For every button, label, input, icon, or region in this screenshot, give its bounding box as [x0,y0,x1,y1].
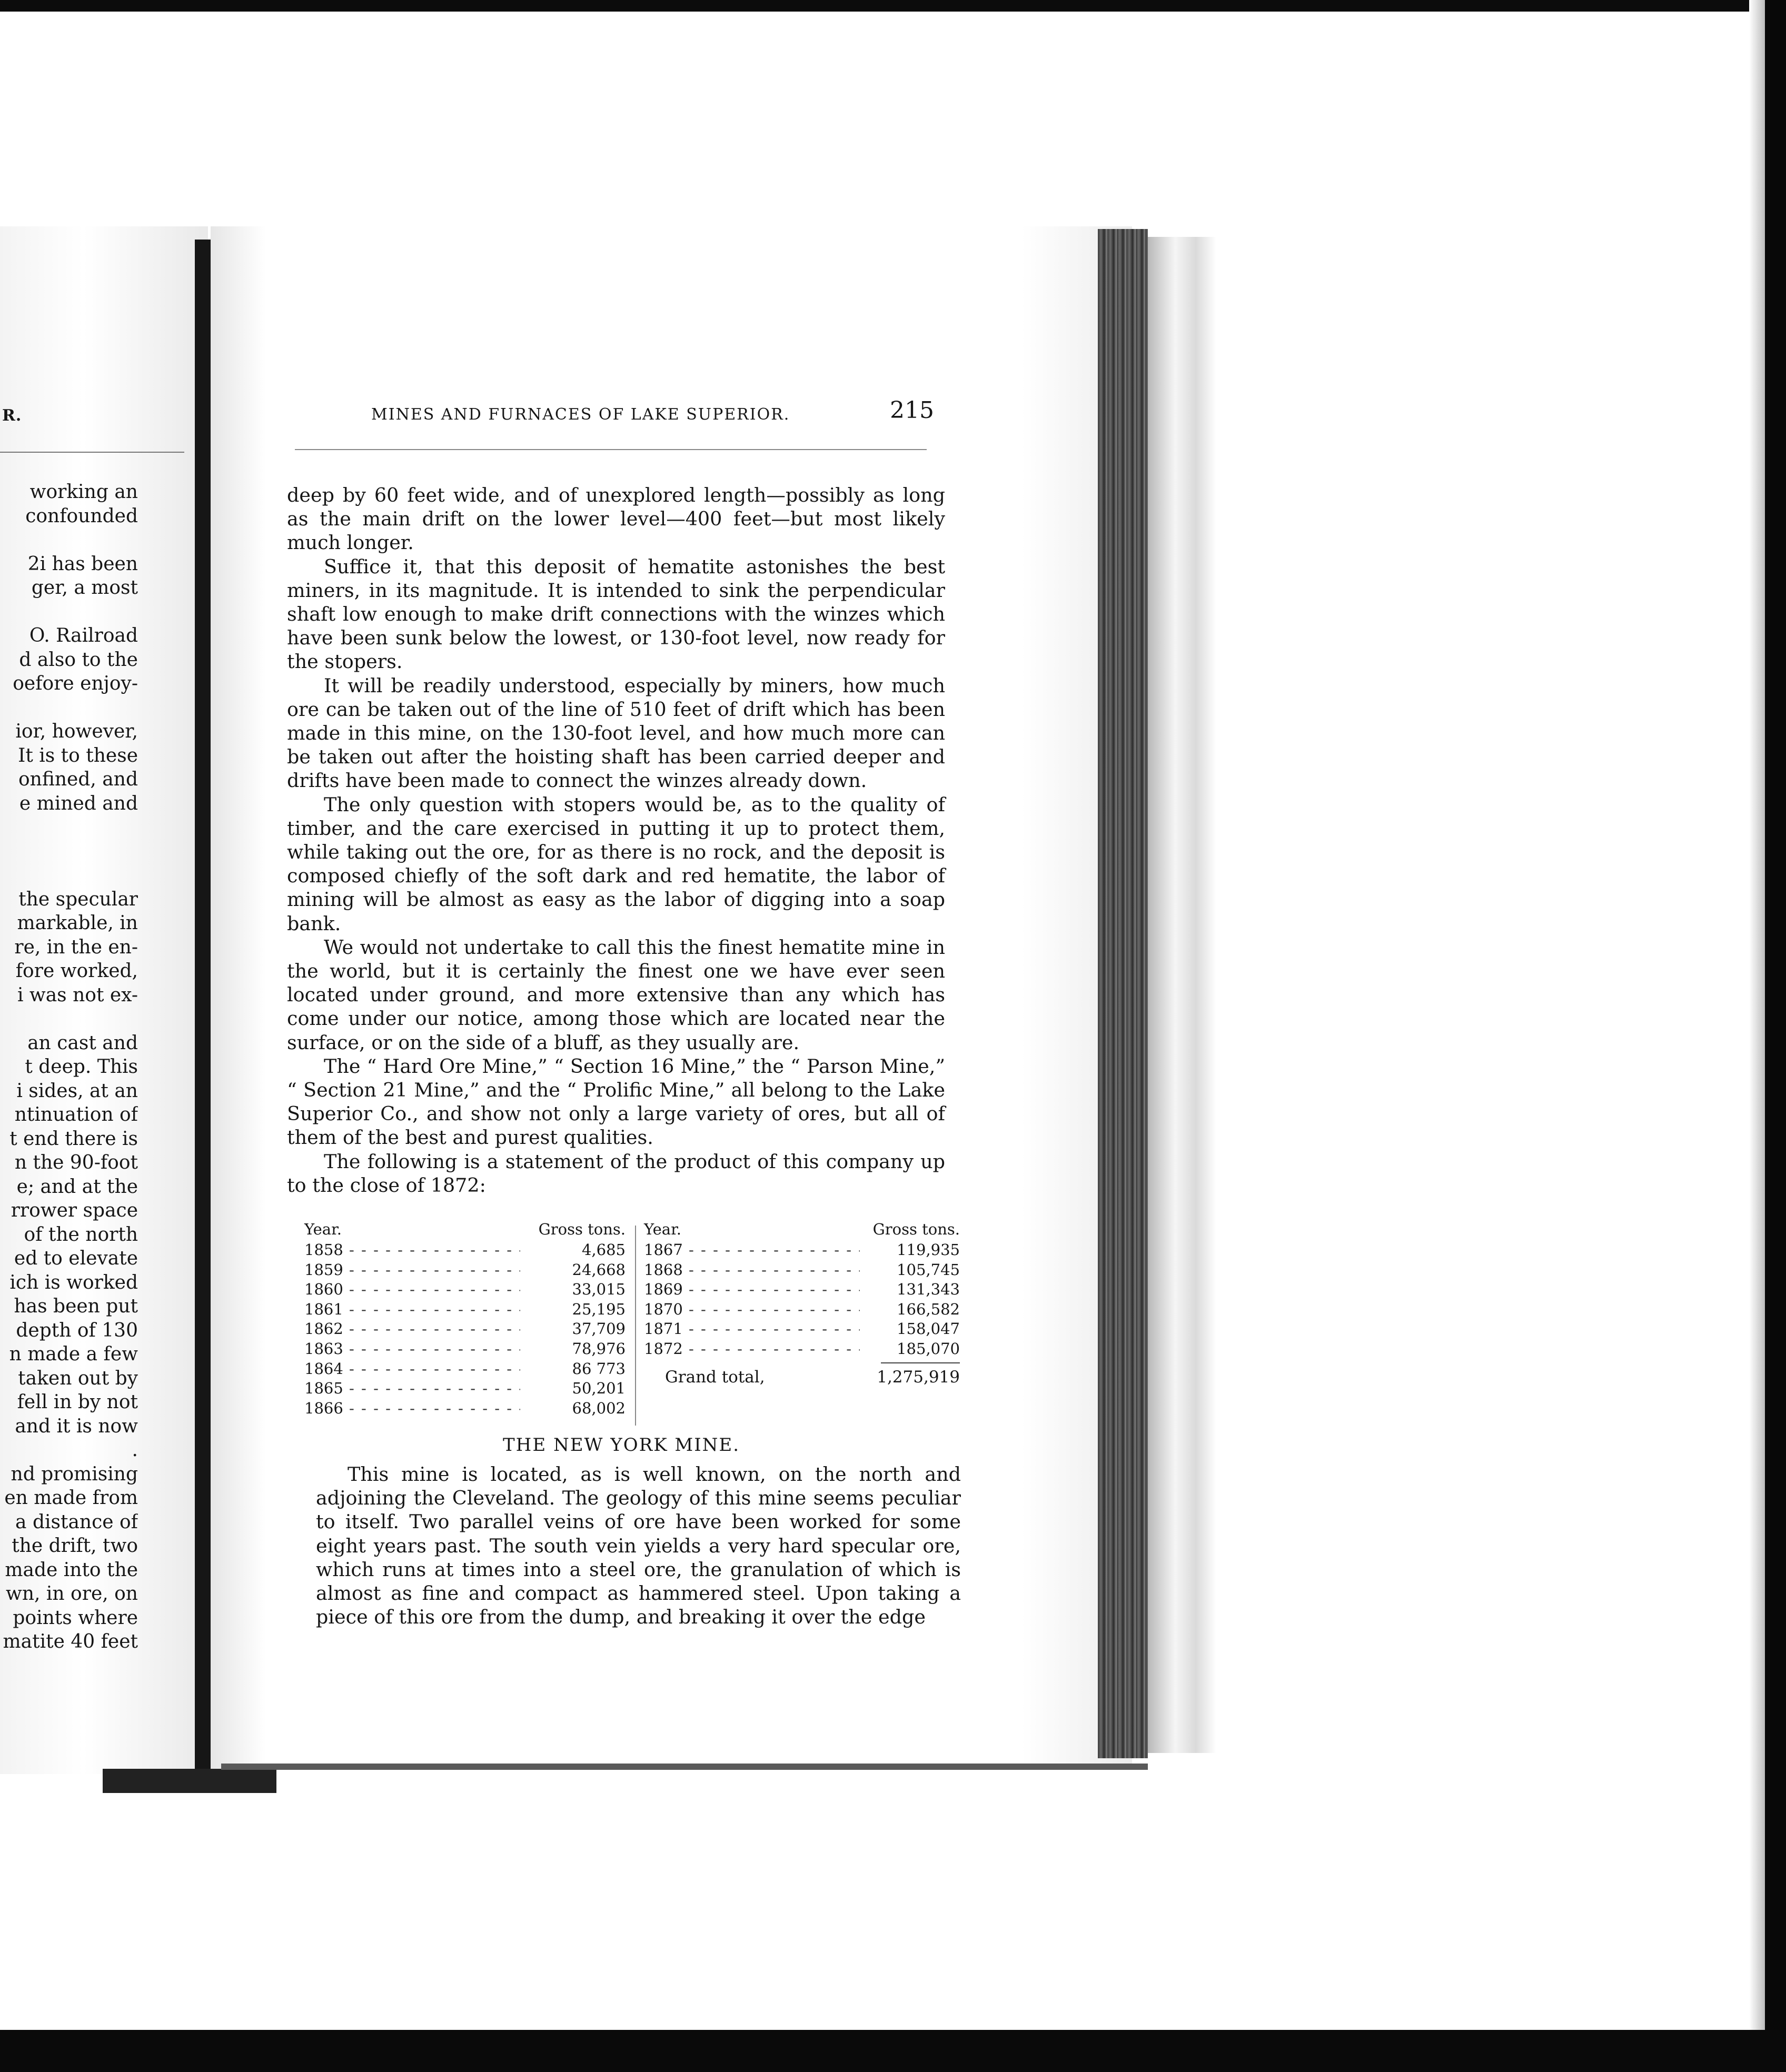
paragraph: The “ Hard Ore Mine,” “ Section 16 Mine,” the “ Parson Mine,” “ Section 21 Mine,” and the “ Prolific Mine,” all belong to the Lake Superior Co., and show not only a large variety of ores, but all of them of the best and purest qualities. [287,1054,945,1149]
page-bottom-edge [221,1764,1148,1770]
table-row: 1871 - - - 158,047 [644,1319,960,1339]
left-line: oefore enjoy- [13,673,138,694]
table-divider [635,1226,636,1426]
table-row: 1869 - - - 131,343 [644,1280,960,1300]
left-line [0,840,138,864]
table-right-column [644,1220,960,1387]
left-line: taken out by [18,1367,138,1389]
table-header [644,1220,960,1240]
left-running-head: R. [2,406,22,425]
paragraph: The following is a statement of the product of this company up to the close of 1872: [287,1150,945,1197]
left-line: nd promising [11,1463,138,1485]
left-line: onfined, and [18,769,138,790]
table-header [304,1220,626,1240]
left-line: n made a few [9,1343,138,1365]
scan-border-top [0,0,1786,12]
left-line: wn, in ore, on [6,1583,138,1605]
left-line: and it is now [15,1415,138,1437]
table-row: 1859 - - - 24,668 [304,1260,626,1280]
section-title: THE NEW YORK MINE. [503,1435,740,1456]
scan-border-right [1765,0,1786,2072]
spine-bottom [103,1769,276,1793]
left-line: has been put [14,1296,138,1317]
table-left-column [304,1220,626,1418]
left-line: 2i has been [27,553,138,575]
left-line: It is to these [18,744,138,766]
left-line: fore worked, [15,960,138,982]
paragraph: It will be readily understood, especially by miners, how much ore can be taken out of the line of 510 feet of drift which has been made in this mine, on the 130-foot level, and how much more can be taken out after the hoisting shaft has been carried deeper and drifts have been made to connect the winzes already down. [287,674,945,792]
left-line: working an [29,481,138,503]
scan-border-bottom [0,2030,1786,2072]
table-row: 1864 - - - 86 773 [304,1359,626,1379]
left-line: t deep. This [25,1056,138,1078]
left-line [0,600,138,624]
left-page [0,226,208,1774]
table-row: 1868 - - - 105,745 [644,1260,960,1280]
left-line: an cast and [27,1032,138,1054]
section-text [316,1462,961,1629]
table-row: 1861 - - - 25,195 [304,1300,626,1320]
left-line: n the 90-foot [14,1152,138,1173]
left-line: markable, in [17,912,138,934]
year-header: Year. [644,1220,681,1238]
page-fore-edge [1098,229,1148,1758]
left-line [0,696,138,720]
table-row: 1860 - - - 33,015 [304,1280,626,1300]
tons-header: Gross tons. [538,1220,626,1238]
left-line: ger, a most [31,577,138,599]
book-spine [195,240,211,1782]
left-line: points where [13,1607,138,1629]
page-number: 215 [890,397,934,424]
grand-total-value: 1,275,919 [877,1367,960,1387]
left-line: re, in the en- [14,936,138,958]
table-row: 1872 - - - 185,070 [644,1339,960,1359]
left-line [0,528,138,552]
grand-total-label: Grand total, [665,1367,765,1387]
left-line: rrower space [11,1200,138,1221]
left-line: ed to elevate [14,1248,138,1269]
year-header: Year. [304,1220,342,1238]
table-row: 1865 - - - 50,201 [304,1379,626,1399]
body-text [287,483,945,1197]
table-row: 1866 - - - 68,002 [304,1399,626,1419]
left-line: i sides, at an [16,1080,138,1102]
left-line: ior, however, [15,721,138,742]
left-line: . [132,1439,138,1461]
left-line: the drift, two [12,1535,138,1557]
paragraph: We would not undertake to call this the finest hematite mine in the world, but it is certainly the finest one we have ever seen located under ground, and more extensive than any which has come under our notice, among those which are located near the surface, or on the side of a bluff, as they usually are. [287,935,945,1054]
left-line: matite 40 feet [3,1631,138,1652]
left-line: t end there is [9,1128,138,1150]
left-line: ntinuation of [14,1104,138,1125]
left-line: fell in by not [17,1391,138,1413]
left-line: e mined and [19,792,138,814]
paragraph: Suffice it, that this deposit of hematite astonishes the best miners, in its magnitude. It is intended to sink the perpendicular shaft low enough to make drift connections with the winzes which have been sunk below the lowest, or 130-foot level, now ready for the stopers. [287,555,945,673]
table-row: 1867 - - - 119,935 [644,1240,960,1260]
paragraph: deep by 60 feet wide, and of unexplored length—possibly as long as the main drift on the lower level—400 feet—but most likely much longer. [287,484,945,554]
left-text-fragments [0,480,138,1654]
table-row: 1870 - - - 166,582 [644,1300,960,1320]
left-head-rule [0,452,184,453]
running-head: MINES AND FURNACES OF LAKE SUPERIOR. [371,405,790,424]
table-row: 1858 - - - 4,685 [304,1240,626,1260]
book-cover-edge [1148,237,1216,1753]
table-row: 1863 - - - 78,976 [304,1339,626,1359]
left-line: en made from [4,1487,138,1509]
left-line: depth of 130 [16,1319,138,1341]
left-line: O. Railroad [29,625,138,646]
left-line: a distance of [15,1511,138,1533]
left-line [0,863,138,888]
table-row: 1862 - - - 37,709 [304,1319,626,1339]
left-line: the specular [18,888,138,910]
left-line: of the north [24,1223,138,1246]
left-line: i was not ex- [17,984,138,1006]
left-line: e; and at the [16,1176,138,1198]
sum-rule [881,1362,960,1363]
production-table [304,1220,960,1426]
left-line: d also to the [19,649,138,671]
head-rule [295,449,927,450]
left-line: confounded [25,505,138,527]
grand-total-row [644,1368,960,1387]
paragraph: The only question with stopers would be, as to the quality of timber, and the care exercised in putting it up to protect them, while taking out the ore, for as there is no rock, and the deposit is composed chiefly of the soft dark and red hematite, the labor of mining will be almost as easy as the labor of digging into a soap bank. [287,793,945,935]
left-line [0,1007,138,1031]
left-line: made into the [5,1559,138,1581]
scan-edge-right [1749,0,1765,2072]
paragraph: This mine is located, as is well known, on the north and adjoining the Cleveland. The geology of this mine seems peculiar to itself. Two parallel veins of ore have been worked for some eight years past. The south vein yields a very hard specular ore, which runs at times into a steel ore, the granulation of which is almost as fine and compact as hammered steel. Upon taking a piece of this ore from the dump, and breaking it over the edge [316,1463,961,1629]
left-line [0,815,138,840]
tons-header: Gross tons. [872,1220,960,1238]
left-line: ich is worked [9,1271,138,1293]
